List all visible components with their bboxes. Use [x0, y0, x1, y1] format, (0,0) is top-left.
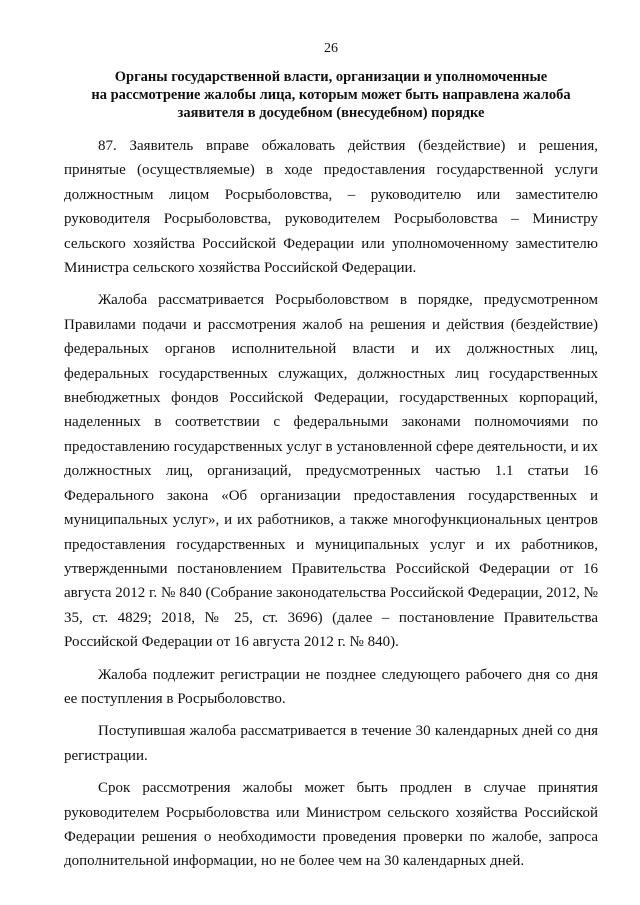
paragraph-review-period: Поступившая жалоба рассматривается в течение 30 календарных дней со дня регистрации.: [64, 723, 598, 764]
heading-line-1: Органы государственной власти, организации и уполномоченные: [114, 69, 548, 85]
page-number: 26: [324, 41, 338, 56]
paragraph-extension: Срок рассмотрения жалобы может быть продлен в случае принятия руководителем Росрыболовства или Министром сельского хозяйства Российской Федерации решения о необходимости проведения проверки по жалобе, запроса дополнительной информации, но не более чем на 30 календарных дней.: [64, 780, 598, 870]
paragraph-87: 87. Заявитель вправе обжаловать действия (бездействие) и решения, принятые (осуществляемые) в ходе предоставления государственной услуги должностным лицом Росрыболовства, – руководителю или заместителю руководителя Росрыболовства, руководителем Росрыболовства – Министру сельского хозяйства Российской Федерации или уполномоченному заместителю Министра сельского хозяйства Российской Федерации.: [64, 138, 598, 277]
heading-line-3: заявителя в досудебном (внесудебном) порядке: [177, 105, 485, 121]
heading-line-2: на рассмотрение жалобы лица, которым может быть направлена жалоба: [91, 87, 571, 103]
paragraph-complaint-procedure: Жалоба рассматривается Росрыболовством в порядке, предусмотренном Правилами подачи и рассмотрения жалоб на решения и действия (бездействие) федеральных органов исполнительной власти и их должностных лиц, федеральных государственных служащих, должностных лиц государственных внебюджетных фондов Российской Федерации, государственных корпораций, наделенных в соответствии с федеральными законами полномочиями по предоставлению государственных услуг в установленной сфере деятельности, и их должностных лиц, организаций, предусмотренных частью 1.1 статьи 16 Федерального закона «Об организации предоставления государственных и муниципальных услуг», и их работников, а также многофункциональных центров предоставления государственных и муниципальных услуг и их работников, утвержденными постановлением Правительства Российской Федерации от 16 августа 2012 г. № 840 (Собрание законодательства Российской Федерации, 2012, № 35, ст. 4829; 2018, № 25, ст. 3696) (далее – постановление Правительства Российской Федерации от 16 августа 2012 г. № 840).: [64, 292, 598, 651]
section-heading: [64, 68, 598, 122]
paragraph-registration: Жалоба подлежит регистрации не позднее следующего рабочего дня со дня ее поступления в Росрыболовство.: [64, 666, 598, 707]
